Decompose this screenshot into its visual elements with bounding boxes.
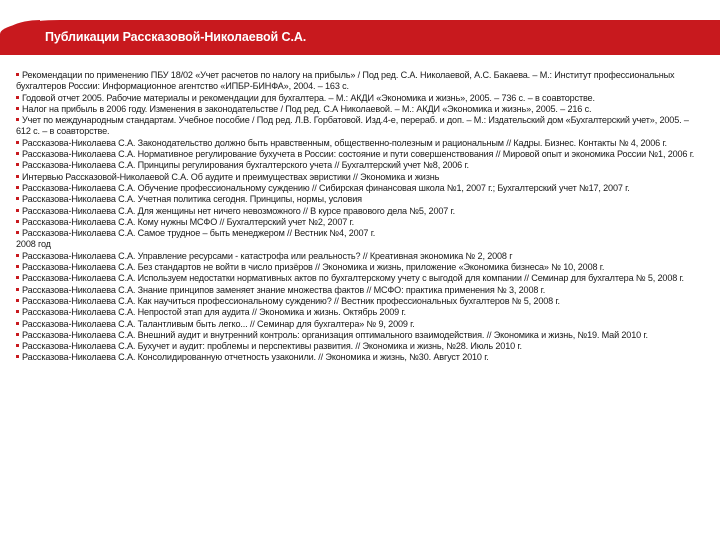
bullet-icon [16,152,19,155]
publication-item: Рассказова-Николаева С.А. Учетная политика сегодня. Принципы, нормы, условия [16,194,702,205]
publication-item: Налог на прибыль в 2006 году. Изменения в законодательстве / Под ред. С.А Николаевой. – М.: АКДИ «Экономика и жизнь», 2005. – 216 с. [16,104,702,115]
bullet-icon [16,96,19,99]
bullet-icon [16,355,19,358]
bullet-icon [16,344,19,347]
bullet-icon [16,209,19,212]
publication-item: Рассказова-Николаева С.А. Талантливым быть легко... // Семинар для бухгалтера» № 9, 2009 г. [16,319,702,330]
publications-list [16,70,702,364]
bullet-icon [16,288,19,291]
publication-item: Учет по международным стандартам. Учебное пособие / Под ред. Л.В. Горбатовой. Изд.4-е, перераб. и доп. – М.: Издательский дом «Бухгалтерский учет», 2005. – 612 с. – в соавторстве. [16,115,689,137]
bullet-icon [16,254,19,257]
year-heading: 2008 год [16,239,51,250]
publication-item: Рассказова-Николаева С.А. Внешний аудит и внутренний контроль: организация оптимального взаимодействия. // Экономика и жизнь, №19. Май 2010 г. [16,330,702,341]
bullet-icon [16,163,19,166]
publication-item: Рассказова-Николаева С.А. Знание принципов заменяет знание множества фактов // МСФО: практика применения № 3, 2008 г. [16,285,702,296]
publication-item: Рассказова-Николаева С.А. Нормативное регулирование бухучета в России: состояние и пути совершенствования // Мировой опыт и экономика России №1, 2006 г. [16,149,702,160]
publication-item: Рассказова-Николаева С.А. Как научиться профессиональному суждению? // Вестник профессиональных бухгалтеров № 5, 2008 г. [16,296,702,307]
publication-item: Рассказова-Николаева С.А. Без стандартов не войти в число призёров // Экономика и жизнь, приложение «Экономика бизнеса» № 10, 2008 г. [16,262,702,273]
bullet-icon [16,310,19,313]
bullet-icon [16,231,19,234]
publication-item: Рассказова-Николаева С.А. Консолидированную отчетность узаконили. // Экономика и жизнь, №30. Август 2010 г. [16,352,702,363]
publication-item: Рекомендации по применению ПБУ 18/02 «Учет расчетов по налогу на прибыль» / Под ред. С.А. Николаевой, А.С. Бакаева. – М.: Институт профессиональных бухгалтеров России: Информационное агентство «ИПБР-БИНФА», 2004. – 163 с. [16,70,675,92]
bullet-icon [16,73,19,76]
publication-item: Рассказова-Николаева С.А. Управление ресурсами - катастрофа или реальность? // Креативная экономика № 2, 2008 г [16,251,702,262]
page-title: Публикации Рассказовой-Николаевой С.А. [45,30,307,44]
bullet-icon [16,299,19,302]
bullet-icon [16,197,19,200]
bullet-icon [16,141,19,144]
publication-item: Рассказова-Николаева С.А. Непростой этап для аудита // Экономика и жизнь. Октябрь 2009 г. [16,307,702,318]
bullet-icon [16,175,19,178]
bullet-icon [16,276,19,279]
bullet-icon [16,220,19,223]
publication-item: Годовой отчет 2005. Рабочие материалы и рекомендации для бухгалтера. – М.: АКДИ «Экономика и жизнь», 2005. – 736 с. – в соавторстве. [16,93,702,104]
publication-item: Рассказова-Николаева С.А. Бухучет и аудит: проблемы и перспективы развития. // Экономика и жизнь, №28. Июль 2010 г. [16,341,702,352]
bullet-icon [16,118,19,121]
bullet-icon [16,333,19,336]
publication-item: Рассказова-Николаева С.А. Используем недостатки нормативных актов по бухгалтерскому учету с выгодой для компании // Семинар для бухгалтера № 5, 2008 г. [16,273,702,284]
bullet-icon [16,322,19,325]
publication-item: Рассказова-Николаева С.А. Обучение профессиональному суждению // Сибирская финансовая школа №1, 2007 г.; Бухгалтерский учет №17, 2007 г. [16,183,702,194]
title-bar [0,20,720,55]
publication-item: Рассказова-Николаева С.А. Кому нужны МСФО // Бухгалтерский учет №2, 2007 г. [16,217,702,228]
publication-item: Рассказова-Николаева С.А. Принципы регулирования бухгалтерского учета // Бухгалтерский учет №8, 2006 г. [16,160,702,171]
publication-item: Интервью Рассказовой-Николаевой С.А. Об аудите и преимуществах эвристики // Экономика и жизнь [16,172,702,183]
publication-item: Рассказова-Николаева С.А. Для женщины нет ничего невозможного // В курсе правового дела №5, 2007 г. [16,206,702,217]
publication-item: Рассказова-Николаева С.А. Законодательство должно быть нравственным, общественно-полезным и рациональным // Кадры. Бизнес. Контакты № 4, 2006 г. [16,138,702,149]
bullet-icon [16,107,19,110]
bullet-icon [16,265,19,268]
bullet-icon [16,186,19,189]
publication-item: Рассказова-Николаева С.А. Самое трудное – быть менеджером // Вестник №4, 2007 г. [16,228,702,239]
